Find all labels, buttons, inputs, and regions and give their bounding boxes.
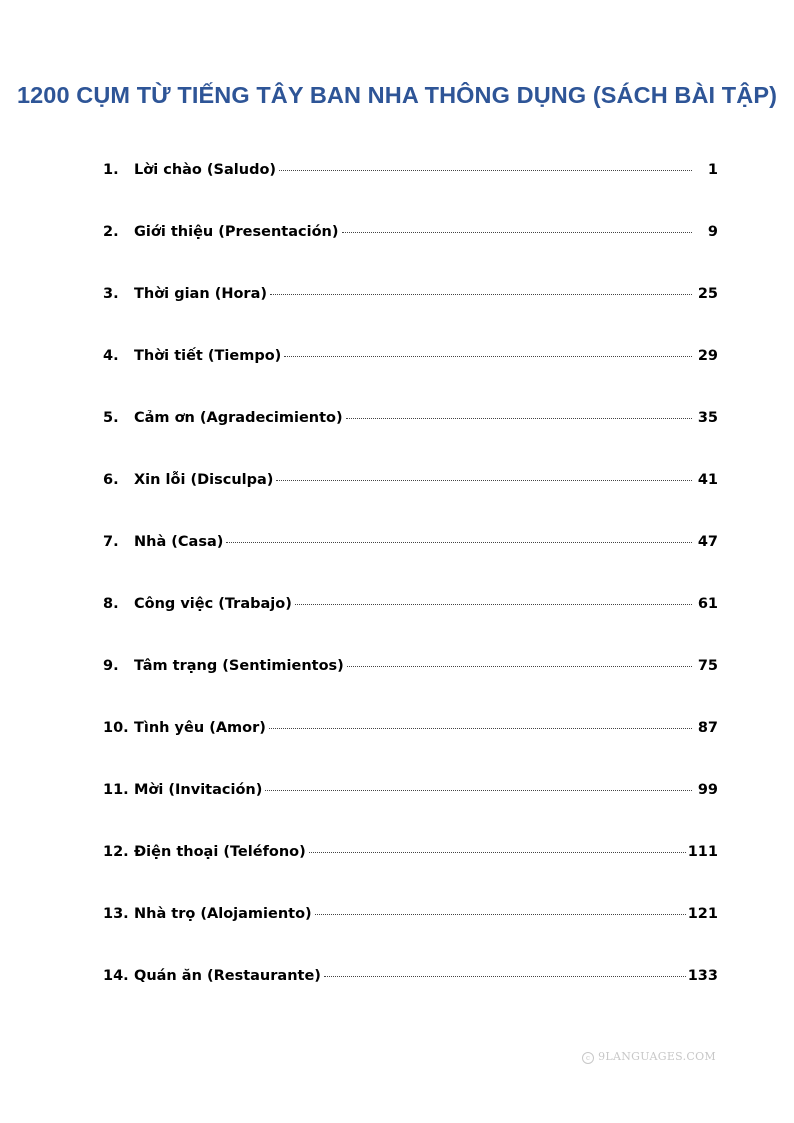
toc-entry-page: 99 — [697, 782, 718, 798]
toc-entry-page: 87 — [697, 720, 718, 736]
toc-entry-label: Quán ăn (Restaurante) — [134, 968, 321, 984]
dot-leader — [284, 356, 692, 357]
toc-entry-number: 13. — [103, 906, 129, 922]
toc-entry-label: Xin lỗi (Disculpa) — [134, 472, 274, 488]
table-of-contents — [103, 162, 718, 1030]
toc-entry-number: 14. — [103, 968, 129, 984]
dot-leader — [324, 976, 686, 977]
toc-entry-page: 1 — [707, 162, 718, 178]
toc-entry-page: 61 — [697, 596, 718, 612]
toc-entry-number: 7. — [103, 534, 119, 550]
dot-leader — [279, 170, 692, 171]
toc-entry[interactable] — [103, 534, 718, 596]
toc-entry-page: 75 — [697, 658, 718, 674]
toc-entry-number: 2. — [103, 224, 119, 240]
dot-leader — [295, 604, 692, 605]
dot-leader — [265, 790, 692, 791]
dot-leader — [309, 852, 686, 853]
dot-leader — [346, 418, 692, 419]
toc-entry-number: 4. — [103, 348, 119, 364]
toc-entry-label: Công việc (Trabajo) — [134, 596, 292, 612]
toc-entry-page: 35 — [697, 410, 718, 426]
toc-entry-page: 111 — [687, 844, 718, 860]
toc-entry[interactable] — [103, 968, 718, 1030]
toc-entry-label: Lời chào (Saludo) — [134, 162, 277, 178]
dot-leader — [342, 232, 692, 233]
toc-entry-label: Cảm ơn (Agradecimiento) — [134, 410, 343, 426]
toc-entry[interactable] — [103, 472, 718, 534]
toc-entry[interactable] — [103, 348, 718, 410]
toc-entry-label: Nhà (Casa) — [134, 534, 224, 550]
toc-entry[interactable] — [103, 720, 718, 782]
copyright-icon: c — [582, 1052, 594, 1064]
toc-entry-label: Thời gian (Hora) — [134, 286, 267, 302]
toc-entry-label: Mời (Invitación) — [134, 782, 263, 798]
toc-entry[interactable] — [103, 596, 718, 658]
dot-leader — [347, 666, 692, 667]
toc-entry-number: 1. — [103, 162, 119, 178]
toc-entry-number: 11. — [103, 782, 129, 798]
dot-leader — [226, 542, 692, 543]
watermark — [582, 1050, 716, 1064]
dot-leader — [269, 728, 692, 729]
toc-entry[interactable] — [103, 658, 718, 720]
toc-entry[interactable] — [103, 286, 718, 348]
toc-entry-page: 41 — [697, 472, 718, 488]
dot-leader — [315, 914, 686, 915]
toc-entry-number: 5. — [103, 410, 119, 426]
toc-entry-page: 25 — [697, 286, 718, 302]
toc-entry-number: 12. — [103, 844, 129, 860]
toc-entry-label: Điện thoại (Teléfono) — [134, 844, 306, 860]
toc-entry-label: Tâm trạng (Sentimientos) — [134, 658, 344, 674]
toc-entry-number: 9. — [103, 658, 119, 674]
page-title: 1200 CỤM TỪ TIẾNG TÂY BAN NHA THÔNG DỤNG (SÁCH BÀI TẬP) — [16, 82, 778, 108]
toc-entry[interactable] — [103, 906, 718, 968]
toc-entry-number: 10. — [103, 720, 129, 736]
toc-entry[interactable] — [103, 224, 718, 286]
toc-entry-number: 6. — [103, 472, 119, 488]
toc-entry-page: 133 — [687, 968, 718, 984]
toc-entry-number: 3. — [103, 286, 119, 302]
dot-leader — [270, 294, 692, 295]
toc-entry[interactable] — [103, 410, 718, 472]
toc-entry-page: 121 — [687, 906, 718, 922]
watermark-text: 9LANGUAGES.COM — [598, 1050, 716, 1063]
toc-entry-page: 9 — [707, 224, 718, 240]
toc-entry-number: 8. — [103, 596, 119, 612]
toc-entry-label: Nhà trọ (Alojamiento) — [134, 906, 312, 922]
toc-entry-label: Giới thiệu (Presentación) — [134, 224, 339, 240]
toc-entry[interactable] — [103, 844, 718, 906]
toc-entry-label: Thời tiết (Tiempo) — [134, 348, 282, 364]
toc-entry-page: 29 — [697, 348, 718, 364]
toc-entry[interactable] — [103, 162, 718, 224]
toc-entry-label: Tình yêu (Amor) — [134, 720, 266, 736]
toc-entry-page: 47 — [697, 534, 718, 550]
toc-entry[interactable] — [103, 782, 718, 844]
dot-leader — [276, 480, 692, 481]
